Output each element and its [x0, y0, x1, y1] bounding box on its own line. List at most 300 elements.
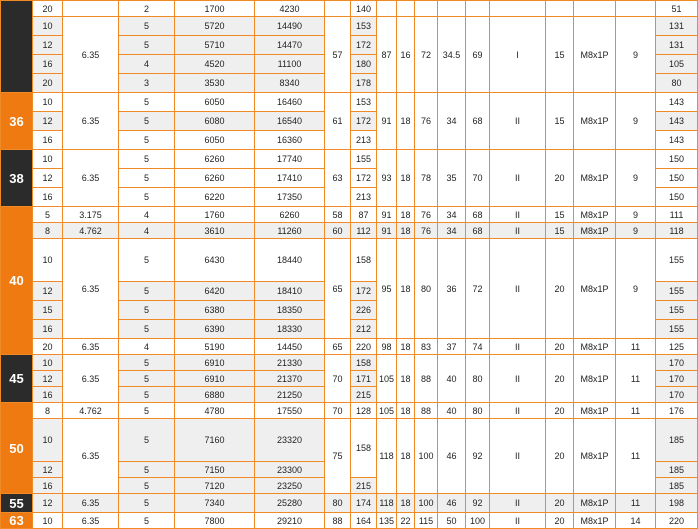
cell-X: 37 [438, 339, 466, 355]
cell-ball_diameter: 3.175 [63, 207, 119, 223]
cell-Ca: 5190 [175, 339, 255, 355]
cell-L: 172 [351, 282, 377, 301]
cell-D: 63 [325, 150, 351, 207]
cell-A: 118 [377, 494, 397, 513]
cell-W: 78 [415, 150, 438, 207]
cell-Coa: 17740 [255, 150, 325, 169]
cell-W: 72 [415, 17, 438, 93]
cell-A: 105 [377, 403, 397, 419]
cell-lead: 16 [33, 320, 63, 339]
cell-oil_hole [616, 1, 656, 17]
cell-Coa: 8340 [255, 74, 325, 93]
cell-P: 155 [656, 239, 698, 282]
cell-Ca: 1760 [175, 207, 255, 223]
cell-A: 118 [377, 419, 397, 494]
cell-seal_type: 15 [546, 223, 574, 239]
cell-Q: M8x1P [574, 223, 616, 239]
cell-lead: 16 [33, 188, 63, 207]
cell-lead: 12 [33, 36, 63, 55]
cell-Ca: 6080 [175, 112, 255, 131]
cell-oil_hole: 11 [616, 494, 656, 513]
cell-H: 80 [466, 355, 490, 403]
cell-W: 88 [415, 403, 438, 419]
cell-L: 172 [351, 36, 377, 55]
cell-Coa: 21330 [255, 355, 325, 371]
cell-seal_type: 15 [546, 207, 574, 223]
cell-H: 100 [466, 513, 490, 529]
cell-H: 68 [466, 93, 490, 150]
cell-L: 220 [351, 339, 377, 355]
cell-L: 153 [351, 17, 377, 36]
cell-L: 128 [351, 403, 377, 419]
cell-X: 34 [438, 223, 466, 239]
cell-P: 131 [656, 36, 698, 55]
cell-oil_hole: 9 [616, 93, 656, 150]
cell-T: II [490, 93, 546, 150]
table-row [1, 207, 698, 223]
cell-Ca: 5720 [175, 17, 255, 36]
cell-L: 140 [351, 1, 377, 17]
cell-H: 92 [466, 419, 490, 494]
cell-turns: 5 [119, 320, 175, 339]
cell-seal_type: 20 [546, 150, 574, 207]
cell-X: 50 [438, 513, 466, 529]
cell-Q: M8x1P [574, 494, 616, 513]
cell-L: 180 [351, 55, 377, 74]
cell-L: 158 [351, 419, 377, 478]
cell-T: II [490, 150, 546, 207]
cell-oil_hole: 9 [616, 150, 656, 207]
cell-Coa: 14470 [255, 36, 325, 55]
cell-oil_hole: 11 [616, 339, 656, 355]
cell-P: 131 [656, 17, 698, 36]
cell-turns: 4 [119, 55, 175, 74]
cell-turns: 4 [119, 207, 175, 223]
cell-A: 98 [377, 339, 397, 355]
cell-turns: 5 [119, 282, 175, 301]
cell-Q: M8x1P [574, 17, 616, 93]
cell-turns: 5 [119, 355, 175, 371]
cell-lead: 10 [33, 17, 63, 36]
cell-W: 83 [415, 339, 438, 355]
cell-Q: M8x1P [574, 150, 616, 207]
cell-Coa: 18330 [255, 320, 325, 339]
cell-turns: 5 [119, 301, 175, 320]
cell-D: 88 [325, 513, 351, 529]
cell-B: 18 [397, 223, 415, 239]
cell-L: 212 [351, 320, 377, 339]
cell-seal_type: 15 [546, 17, 574, 93]
cell-P: 220 [656, 513, 698, 529]
cell-ball_diameter [63, 1, 119, 17]
cell-P: 170 [656, 355, 698, 371]
cell-Coa: 16460 [255, 93, 325, 112]
cell-H: 92 [466, 494, 490, 513]
cell-ball_diameter: 6.35 [63, 419, 119, 494]
cell-T: I [490, 17, 546, 93]
cell-turns: 5 [119, 188, 175, 207]
cell-ball_diameter: 6.35 [63, 339, 119, 355]
cell-ball_diameter: 4.762 [63, 403, 119, 419]
cell-T: II [490, 403, 546, 419]
cell-D: 65 [325, 339, 351, 355]
table-row [1, 355, 698, 371]
cell-H: 68 [466, 207, 490, 223]
cell-A: 91 [377, 223, 397, 239]
cell-Q: M8x1P [574, 339, 616, 355]
cell-A: 93 [377, 150, 397, 207]
cell-turns: 5 [119, 93, 175, 112]
cell-seal_type [546, 1, 574, 17]
cell-turns: 5 [119, 478, 175, 494]
cell-X: 46 [438, 494, 466, 513]
cell-turns: 5 [119, 371, 175, 387]
cell-W: 76 [415, 93, 438, 150]
cell-L: 112 [351, 223, 377, 239]
cell-ball_diameter: 4.762 [63, 223, 119, 239]
cell-turns: 5 [119, 150, 175, 169]
size-cell: 50 [1, 403, 33, 494]
cell-T: II [490, 339, 546, 355]
cell-Ca: 6390 [175, 320, 255, 339]
cell-Coa: 16540 [255, 112, 325, 131]
cell-oil_hole: 11 [616, 403, 656, 419]
cell-Ca: 6420 [175, 282, 255, 301]
cell-Q: M8x1P [574, 513, 616, 529]
table-row [1, 403, 698, 419]
cell-oil_hole: 9 [616, 239, 656, 339]
cell-W [415, 1, 438, 17]
cell-L: 172 [351, 169, 377, 188]
cell-X: 34 [438, 93, 466, 150]
table-row [1, 419, 698, 462]
cell-Ca: 5710 [175, 36, 255, 55]
cell-P: 155 [656, 282, 698, 301]
cell-T: II [490, 419, 546, 494]
cell-T: II [490, 494, 546, 513]
cell-L: 155 [351, 150, 377, 169]
cell-T: II [490, 355, 546, 403]
cell-oil_hole: 9 [616, 17, 656, 93]
cell-P: 170 [656, 371, 698, 387]
cell-B: 16 [397, 17, 415, 93]
cell-ball_diameter: 6.35 [63, 150, 119, 207]
cell-turns: 5 [119, 419, 175, 462]
cell-X: 34.5 [438, 17, 466, 93]
cell-lead: 10 [33, 513, 63, 529]
cell-turns: 5 [119, 513, 175, 529]
cell-B: 18 [397, 419, 415, 494]
cell-Q: M8x1P [574, 355, 616, 403]
cell-P: 155 [656, 320, 698, 339]
cell-Ca: 6050 [175, 131, 255, 150]
cell-Ca: 6880 [175, 387, 255, 403]
size-cell: 40 [1, 207, 33, 355]
cell-A: 91 [377, 93, 397, 150]
cell-L: 158 [351, 239, 377, 282]
cell-D: 57 [325, 17, 351, 93]
cell-L: 178 [351, 74, 377, 93]
cell-P: 185 [656, 462, 698, 478]
cell-W: 76 [415, 207, 438, 223]
table-row [1, 239, 698, 282]
cell-P: 198 [656, 494, 698, 513]
cell-H: 80 [466, 403, 490, 419]
cell-lead: 10 [33, 355, 63, 371]
cell-lead: 12 [33, 494, 63, 513]
cell-L: 87 [351, 207, 377, 223]
size-cell: 45 [1, 355, 33, 403]
table-row [1, 150, 698, 169]
cell-B: 18 [397, 150, 415, 207]
cell-L: 215 [351, 478, 377, 494]
cell-H: 72 [466, 239, 490, 339]
cell-lead: 16 [33, 55, 63, 74]
cell-lead: 20 [33, 74, 63, 93]
cell-P: 143 [656, 131, 698, 150]
cell-lead: 12 [33, 169, 63, 188]
cell-B: 18 [397, 339, 415, 355]
cell-L: 215 [351, 387, 377, 403]
cell-turns: 5 [119, 494, 175, 513]
cell-seal_type: 20 [546, 403, 574, 419]
cell-turns: 5 [119, 403, 175, 419]
size-cell [1, 1, 33, 93]
cell-Coa: 23300 [255, 462, 325, 478]
cell-Ca: 3530 [175, 74, 255, 93]
cell-P: 105 [656, 55, 698, 74]
cell-lead: 10 [33, 419, 63, 462]
cell-Ca: 1700 [175, 1, 255, 17]
cell-P: 150 [656, 150, 698, 169]
cell-Coa: 23250 [255, 478, 325, 494]
cell-P: 80 [656, 74, 698, 93]
cell-P: 150 [656, 188, 698, 207]
cell-turns: 5 [119, 462, 175, 478]
cell-D: 58 [325, 207, 351, 223]
cell-X: 34 [438, 207, 466, 223]
cell-W: 88 [415, 355, 438, 403]
cell-seal_type: 20 [546, 494, 574, 513]
cell-seal_type: 20 [546, 355, 574, 403]
cell-turns: 3 [119, 74, 175, 93]
cell-B: 18 [397, 207, 415, 223]
table-row [1, 513, 698, 529]
cell-lead: 20 [33, 339, 63, 355]
cell-P: 143 [656, 112, 698, 131]
cell-lead: 16 [33, 478, 63, 494]
cell-H: 70 [466, 150, 490, 207]
cell-W: 100 [415, 419, 438, 494]
cell-Q: M8x1P [574, 93, 616, 150]
cell-turns: 5 [119, 36, 175, 55]
cell-T: II [490, 239, 546, 339]
cell-seal_type: 20 [546, 239, 574, 339]
cell-Q: M8x1P [574, 239, 616, 339]
cell-Coa: 21250 [255, 387, 325, 403]
cell-T: II [490, 207, 546, 223]
cell-Ca: 7150 [175, 462, 255, 478]
cell-T [490, 1, 546, 17]
cell-P: 125 [656, 339, 698, 355]
cell-P: 155 [656, 301, 698, 320]
cell-Coa: 17550 [255, 403, 325, 419]
cell-D: 70 [325, 403, 351, 419]
cell-D: 65 [325, 239, 351, 339]
cell-seal_type: 20 [546, 419, 574, 494]
cell-lead: 20 [33, 1, 63, 17]
cell-lead: 12 [33, 282, 63, 301]
cell-Ca: 6050 [175, 93, 255, 112]
size-cell: 38 [1, 150, 33, 207]
cell-B: 22 [397, 513, 415, 529]
cell-Coa: 6260 [255, 207, 325, 223]
cell-P: 143 [656, 93, 698, 112]
cell-L: 174 [351, 494, 377, 513]
size-cell: 55 [1, 494, 33, 513]
cell-Coa: 21370 [255, 371, 325, 387]
cell-Ca: 7340 [175, 494, 255, 513]
cell-ball_diameter: 6.35 [63, 355, 119, 403]
cell-D: 75 [325, 419, 351, 494]
cell-lead: 15 [33, 301, 63, 320]
cell-B: 18 [397, 355, 415, 403]
cell-P: 111 [656, 207, 698, 223]
cell-Coa: 29210 [255, 513, 325, 529]
cell-lead: 8 [33, 223, 63, 239]
cell-L: 164 [351, 513, 377, 529]
cell-L: 158 [351, 355, 377, 371]
cell-Coa: 18410 [255, 282, 325, 301]
cell-Q: M8x1P [574, 403, 616, 419]
cell-B: 18 [397, 403, 415, 419]
cell-Ca: 6430 [175, 239, 255, 282]
cell-lead: 16 [33, 387, 63, 403]
cell-D: 70 [325, 355, 351, 403]
cell-Coa: 17350 [255, 188, 325, 207]
cell-H: 68 [466, 223, 490, 239]
cell-oil_hole: 14 [616, 513, 656, 529]
cell-H: 69 [466, 17, 490, 93]
cell-A: 105 [377, 355, 397, 403]
table-row [1, 223, 698, 239]
cell-seal_type: 20 [546, 339, 574, 355]
cell-oil_hole: 11 [616, 419, 656, 494]
cell-A: 87 [377, 17, 397, 93]
cell-A [377, 1, 397, 17]
cell-Coa: 14490 [255, 17, 325, 36]
cell-P: 118 [656, 223, 698, 239]
cell-X: 36 [438, 239, 466, 339]
cell-P: 51 [656, 1, 698, 17]
table-row [1, 339, 698, 355]
cell-H [466, 1, 490, 17]
cell-W: 76 [415, 223, 438, 239]
cell-seal_type: 20 [546, 513, 574, 529]
cell-turns: 5 [119, 131, 175, 150]
cell-X: 40 [438, 403, 466, 419]
cell-turns: 5 [119, 387, 175, 403]
cell-Coa: 23320 [255, 419, 325, 462]
cell-Coa: 16360 [255, 131, 325, 150]
cell-turns: 5 [119, 112, 175, 131]
cell-turns: 2 [119, 1, 175, 17]
cell-turns: 4 [119, 339, 175, 355]
cell-P: 170 [656, 387, 698, 403]
cell-Coa: 18440 [255, 239, 325, 282]
cell-L: 213 [351, 131, 377, 150]
cell-X [438, 1, 466, 17]
cell-Q: M8x1P [574, 419, 616, 494]
cell-T: II [490, 223, 546, 239]
cell-turns: 5 [119, 169, 175, 188]
cell-Ca: 6910 [175, 371, 255, 387]
cell-B: 18 [397, 93, 415, 150]
cell-D: 80 [325, 494, 351, 513]
cell-lead: 12 [33, 462, 63, 478]
cell-ball_diameter: 6.35 [63, 17, 119, 93]
cell-Ca: 6910 [175, 355, 255, 371]
cell-lead: 10 [33, 239, 63, 282]
cell-turns: 5 [119, 239, 175, 282]
cell-ball_diameter: 6.35 [63, 513, 119, 529]
cell-lead: 5 [33, 207, 63, 223]
cell-B: 18 [397, 494, 415, 513]
cell-Ca: 4520 [175, 55, 255, 74]
cell-Coa: 4230 [255, 1, 325, 17]
cell-ball_diameter: 6.35 [63, 494, 119, 513]
cell-D [325, 1, 351, 17]
cell-T: II [490, 513, 546, 529]
cell-seal_type: 15 [546, 93, 574, 150]
cell-A: 95 [377, 239, 397, 339]
cell-Coa: 11100 [255, 55, 325, 74]
cell-Q [574, 1, 616, 17]
cell-lead: 16 [33, 131, 63, 150]
cell-lead: 10 [33, 93, 63, 112]
cell-P: 185 [656, 419, 698, 462]
cell-L: 153 [351, 93, 377, 112]
cell-B [397, 1, 415, 17]
cell-Ca: 4780 [175, 403, 255, 419]
cell-X: 35 [438, 150, 466, 207]
cell-Ca: 6220 [175, 188, 255, 207]
cell-Coa: 17410 [255, 169, 325, 188]
cell-D: 61 [325, 93, 351, 150]
cell-L: 172 [351, 112, 377, 131]
cell-ball_diameter: 6.35 [63, 239, 119, 339]
cell-W: 80 [415, 239, 438, 339]
cell-turns: 5 [119, 17, 175, 36]
cell-ball_diameter: 6.35 [63, 93, 119, 150]
cell-W: 100 [415, 494, 438, 513]
cell-Coa: 18350 [255, 301, 325, 320]
cell-X: 46 [438, 419, 466, 494]
cell-A: 91 [377, 207, 397, 223]
cell-Ca: 7800 [175, 513, 255, 529]
cell-oil_hole: 11 [616, 355, 656, 403]
cell-L: 226 [351, 301, 377, 320]
cell-X: 40 [438, 355, 466, 403]
table-row [1, 93, 698, 112]
cell-lead: 12 [33, 112, 63, 131]
cell-turns: 4 [119, 223, 175, 239]
size-cell: 36 [1, 93, 33, 150]
cell-W: 115 [415, 513, 438, 529]
cell-Ca: 7160 [175, 419, 255, 462]
cell-Ca: 6260 [175, 169, 255, 188]
cell-Ca: 3610 [175, 223, 255, 239]
